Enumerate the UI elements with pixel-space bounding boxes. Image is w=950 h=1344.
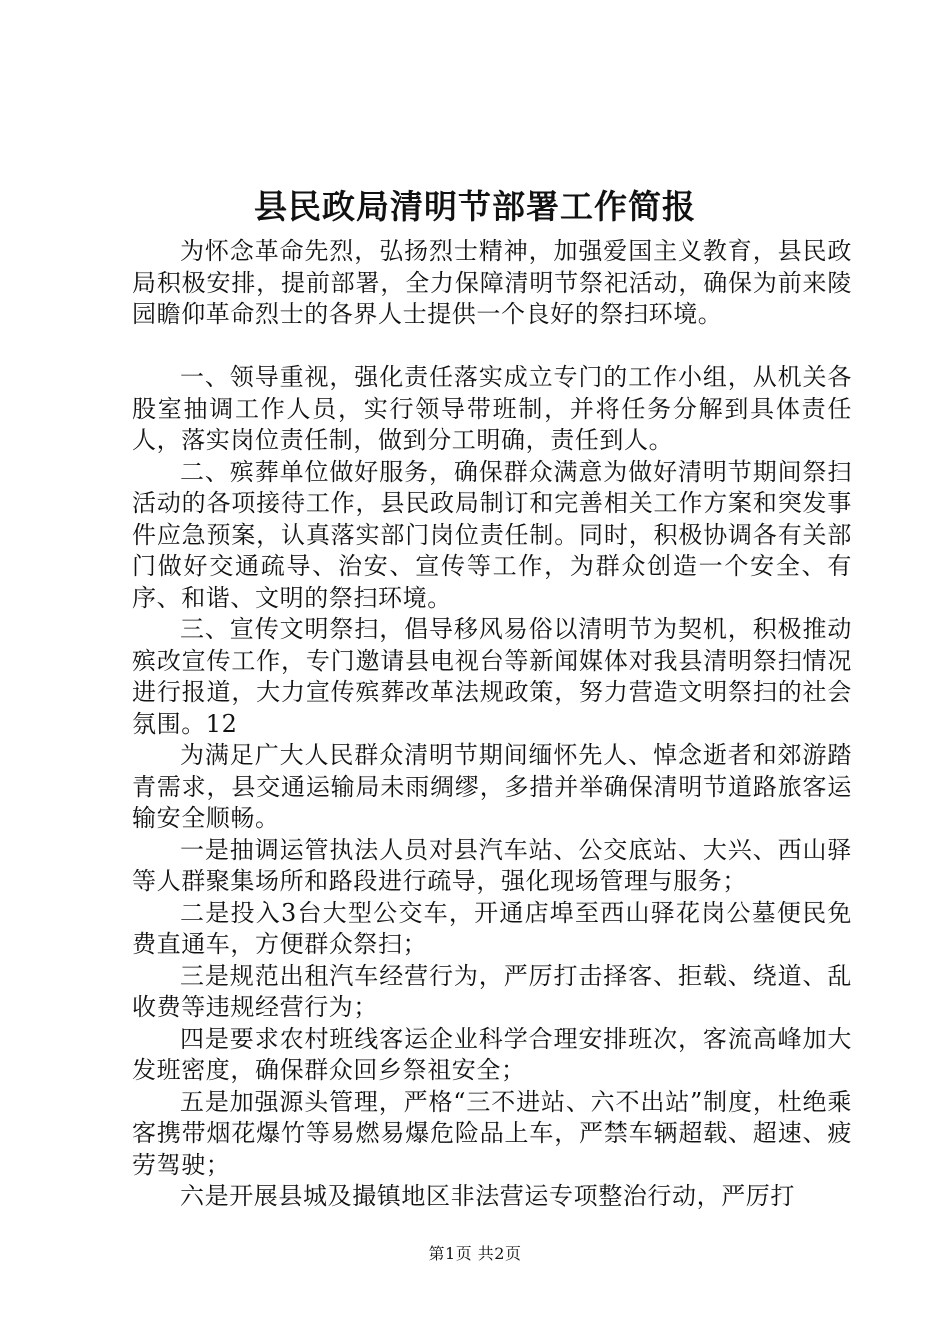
section-one-paragraph: 一、领导重视，强化责任落实成立专门的工作小组，从机关各股室抽调工作人员，实行领导带班制，并将任务分解到具体责任人，落实岗位责任制，做到分工明确，责任到人。 bbox=[132, 363, 852, 454]
document-body bbox=[132, 236, 852, 1213]
measure-one-paragraph: 一是抽调运管执法人员对县汽车站、公交底站、大兴、西山驿等人群聚集场所和路段进行疏导，强化现场管理与服务； bbox=[132, 835, 852, 895]
measure-six-paragraph: 六是开展县城及撮镇地区非法营运专项整治行动，严厉打 bbox=[180, 1182, 795, 1210]
measure-four-paragraph: 四是要求农村班线客运企业科学合理安排班次，客流高峰加大发班密度，确保群众回乡祭祖安全； bbox=[132, 1024, 852, 1084]
transport-intro-paragraph: 为满足广大人民群众清明节期间缅怀先人、悼念逝者和郊游踏青需求，县交通运输局未雨绸缪，多措并举确保清明节道路旅客运输安全顺畅。 bbox=[132, 741, 852, 832]
section-two-paragraph: 二、殡葬单位做好服务，确保群众满意为做好清明节期间祭扫活动的各项接待工作，县民政局制订和完善相关工作方案和突发事件应急预案，认真落实部门岗位责任制。同时，积极协调各有关部门做好交通疏导、治安、宣传等工作，为群众创造一个安全、有序、和谐、文明的祭扫环境。 bbox=[132, 457, 852, 612]
paragraph-spacer bbox=[132, 331, 852, 363]
measure-two-paragraph: 二是投入3台大型公交车，开通店埠至西山驿花岗公墓便民免费直通车，方便群众祭扫； bbox=[132, 898, 852, 958]
document-title: 县民政局清明节部署工作简报 bbox=[254, 187, 696, 226]
intro-paragraph: 为怀念革命先烈，弘扬烈士精神，加强爱国主义教育，县民政局积极安排，提前部署，全力保障清明节祭祀活动，确保为前来陵园瞻仰革命烈士的各界人士提供一个良好的祭扫环境。 bbox=[132, 237, 852, 328]
section-three-paragraph: 三、宣传文明祭扫，倡导移风易俗以清明节为契机，积极推动殡改宣传工作，专门邀请县电视台等新闻媒体对我县清明祭扫情况进行报道，大力宣传殡葬改革法规政策，努力营造文明祭扫的社会氛围。12 bbox=[132, 615, 852, 738]
page-footer: 第1页 共2页 bbox=[428, 1244, 522, 1263]
measure-five-paragraph: 五是加强源头管理，严格“三不进站、六不出站”制度，杜绝乘客携带烟花爆竹等易燃易爆危险品上车，严禁车辆超载、超速、疲劳驾驶； bbox=[132, 1087, 852, 1179]
measure-three-paragraph: 三是规范出租汽车经营行为，严厉打击择客、拒载、绕道、乱收费等违规经营行为； bbox=[132, 961, 852, 1021]
